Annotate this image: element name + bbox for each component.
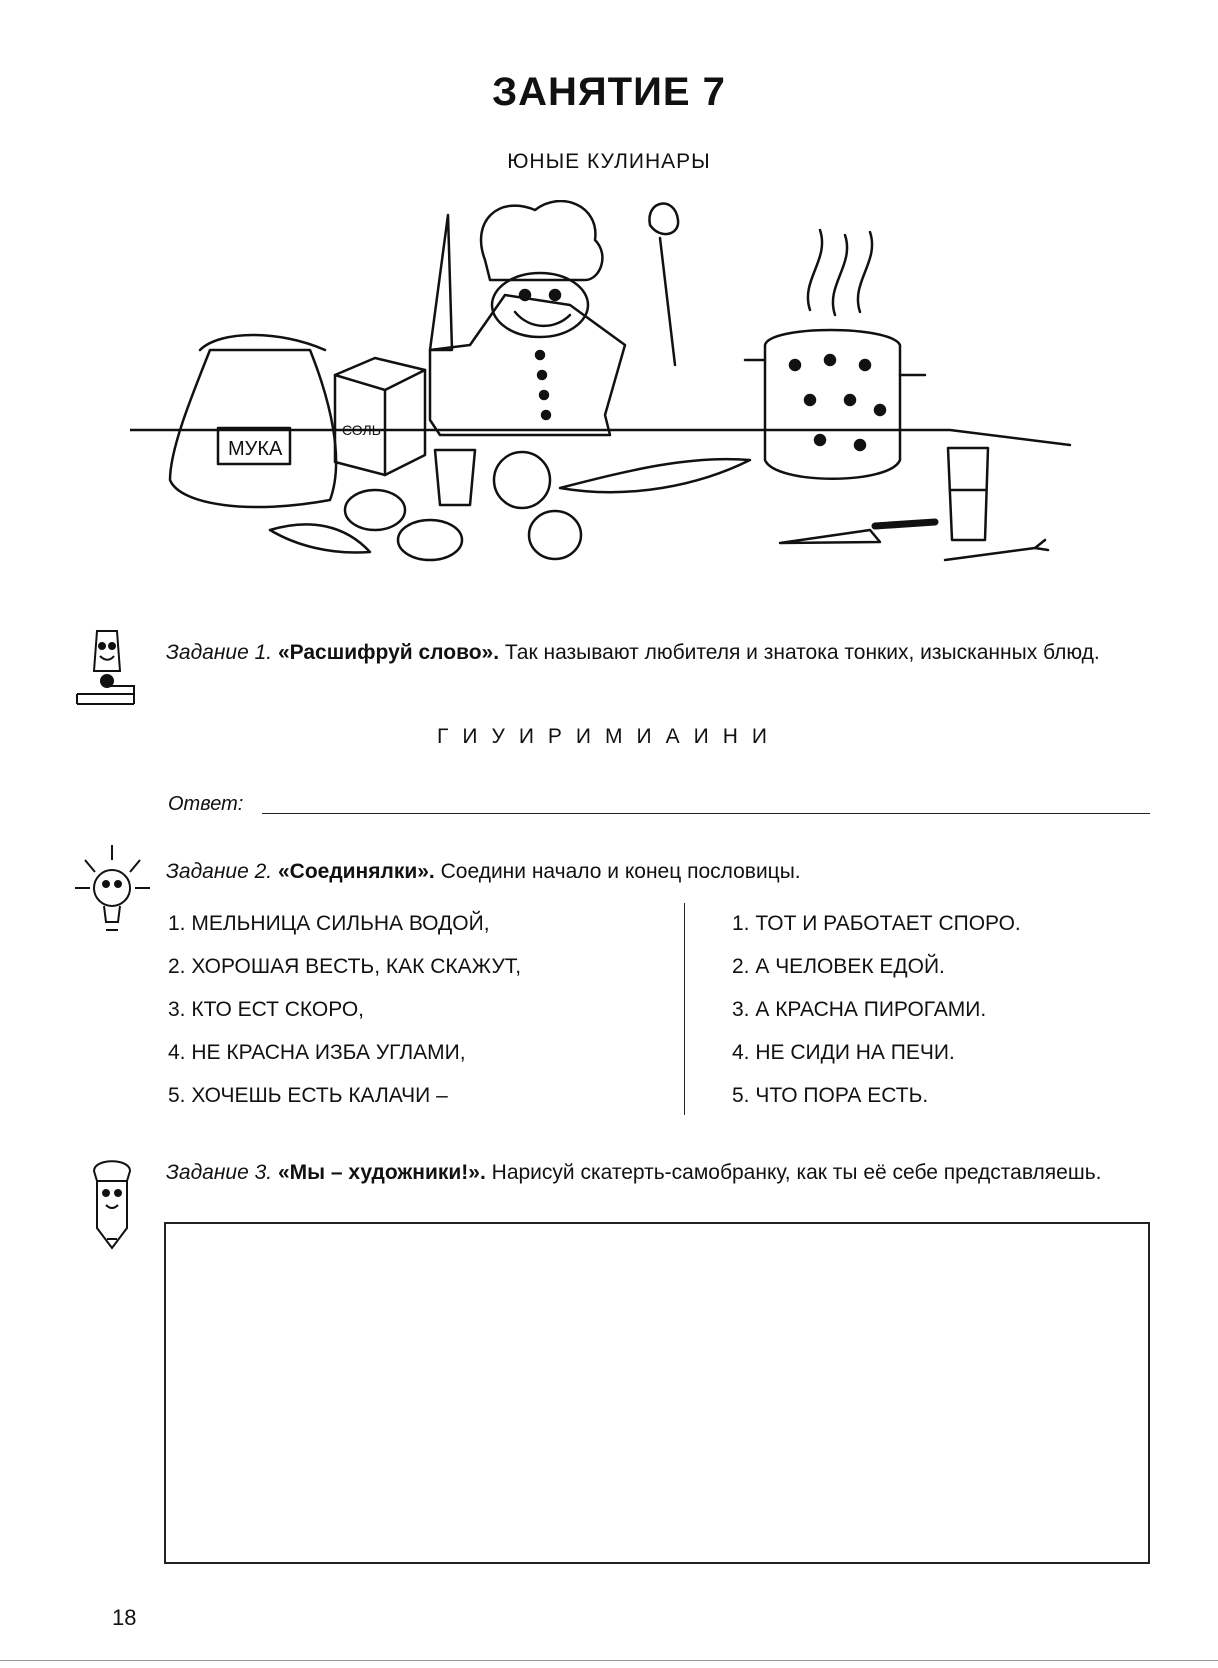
page-bottom-edge	[0, 1660, 1218, 1661]
task3-number: Задание 3.	[166, 1161, 273, 1184]
table-knife-icon	[780, 530, 880, 543]
task1-description: Так называют любителя и знатока тонких, изысканных блюд.	[504, 641, 1100, 664]
page-title: ЗАНЯТИЕ 7	[492, 70, 726, 114]
glass-left-icon	[435, 450, 475, 505]
chef-body	[430, 295, 625, 435]
onion-icon-2	[529, 511, 581, 559]
proverb-ending[interactable]: 1. ТОТ И РАБОТАЕТ СПОРО.	[732, 912, 1021, 935]
pencil-character-icon	[82, 1153, 142, 1253]
proverb-beginning[interactable]: 1. МЕЛЬНИЦА СИЛЬНА ВОДОЙ,	[168, 912, 490, 935]
task1-number: Задание 1.	[166, 641, 273, 664]
proverb-beginning[interactable]: 4. НЕ КРАСНА ИЗБА УГЛАМИ,	[168, 1041, 466, 1064]
task2-paragraph	[166, 855, 1151, 888]
steam	[808, 230, 872, 315]
potato-icon	[345, 490, 405, 530]
proverb-beginning[interactable]: 3. КТО ЕСТ СКОРО,	[168, 998, 364, 1021]
task3-name: «Мы – художники!».	[277, 1161, 486, 1184]
thinking-character-icon	[72, 626, 142, 706]
task2-description: Соедини начало и конец пословицы.	[440, 860, 801, 883]
page-number: 18	[112, 1605, 137, 1630]
column-divider	[684, 903, 685, 1115]
task3-description: Нарисуй скатерть-самобранку, как ты её себе представляешь.	[491, 1161, 1102, 1184]
proverb-beginnings-list	[168, 902, 521, 1117]
carrot-icon	[560, 459, 750, 492]
task1-scrambled-letters: ГИУИРИМИАИНИ	[437, 725, 781, 748]
knife-icon	[430, 215, 452, 350]
fork-icon	[945, 540, 1048, 560]
ladle-icon	[649, 204, 678, 234]
page-subtitle: ЮНЫЕ КУЛИНАРЫ	[507, 150, 711, 173]
answer-line[interactable]	[262, 813, 1150, 814]
task3-paragraph	[166, 1156, 1151, 1189]
flour-bag-label: МУКА	[228, 438, 283, 460]
proverb-beginning[interactable]: 2. ХОРОШАЯ ВЕСТЬ, КАК СКАЖУТ,	[168, 955, 522, 978]
chef-hat-icon	[481, 201, 602, 280]
carrot-icon-2	[270, 524, 370, 552]
task1-paragraph	[166, 636, 1151, 669]
chef-kitchen-illustration	[130, 200, 1080, 595]
proverb-ending[interactable]: 5. ЧТО ПОРА ЕСТЬ.	[732, 1084, 929, 1107]
proverb-endings-list	[732, 902, 1021, 1117]
potato-icon-2	[398, 520, 462, 560]
glass-right-icon	[948, 448, 988, 540]
proverb-ending[interactable]: 2. А ЧЕЛОВЕК ЕДОЙ.	[732, 955, 945, 978]
task2-number: Задание 2.	[166, 860, 273, 883]
onion-icon	[494, 452, 550, 508]
proverb-ending[interactable]: 4. НЕ СИДИ НА ПЕЧИ.	[732, 1041, 955, 1064]
task2-name: «Соединялки».	[277, 860, 435, 883]
proverb-beginning[interactable]: 5. ХОЧЕШЬ ЕСТЬ КАЛАЧИ –	[168, 1084, 448, 1107]
salt-box-label: СОЛЬ	[342, 422, 381, 438]
task1-name: «Расшифруй слово».	[277, 641, 500, 664]
answer-label: Ответ:	[168, 793, 244, 815]
drawing-area[interactable]	[164, 1222, 1150, 1564]
proverb-ending[interactable]: 3. А КРАСНА ПИРОГАМИ.	[732, 998, 987, 1021]
chef-head	[492, 273, 588, 337]
lightbulb-icon	[70, 840, 150, 940]
